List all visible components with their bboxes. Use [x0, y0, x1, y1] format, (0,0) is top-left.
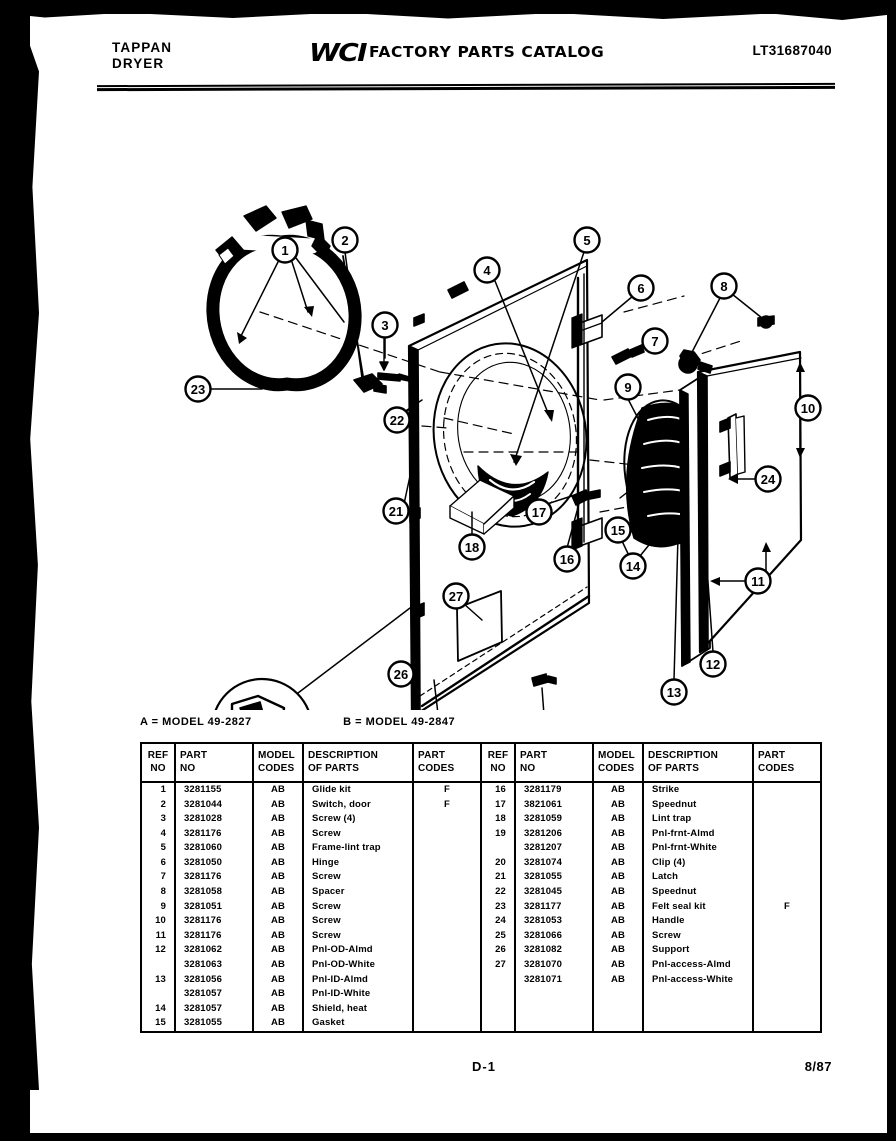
callout-number: 2 — [341, 232, 349, 248]
model-b-key: B — [343, 716, 352, 728]
scan-edge-left — [0, 0, 30, 1141]
right-part-code — [753, 856, 821, 871]
right-part-code — [753, 782, 821, 798]
left-ref-no — [141, 987, 175, 1002]
table-row — [141, 827, 821, 842]
right-part-code: F — [753, 900, 821, 915]
brand-product: DRYER — [112, 56, 165, 71]
right-model-code — [593, 987, 643, 1002]
right-model-code — [593, 1002, 643, 1017]
table-row — [141, 856, 821, 871]
callout-17 — [527, 500, 552, 525]
callout-number: 27 — [448, 588, 464, 604]
right-model-code: AB — [593, 914, 643, 929]
model-legend-a — [140, 716, 252, 728]
left-description: Pnl-OD-White — [303, 958, 413, 973]
table-row — [141, 987, 821, 1002]
th-part-codes-right — [753, 743, 821, 782]
callout-number: 23 — [190, 381, 206, 397]
left-part-code — [413, 812, 481, 827]
callout-16 — [555, 547, 580, 572]
callout-number: 21 — [388, 503, 404, 519]
right-part-code — [753, 812, 821, 827]
left-part-code: F — [413, 798, 481, 813]
left-part-no: 3281056 — [175, 973, 253, 988]
right-model-code: AB — [593, 870, 643, 885]
right-ref-no: 21 — [481, 870, 515, 885]
part-outer-door-panel — [698, 352, 801, 652]
right-model-code: AB — [593, 798, 643, 813]
scan-edge-top — [0, 0, 896, 14]
left-ref-no: 6 — [141, 856, 175, 871]
th-line-1: PART — [758, 750, 786, 761]
right-description — [643, 987, 753, 1002]
right-model-code: AB — [593, 841, 643, 856]
left-description: Shield, heat — [303, 1002, 413, 1017]
callout-9 — [616, 375, 641, 400]
left-ref-no: 3 — [141, 812, 175, 827]
table-header-row — [141, 743, 821, 782]
right-part-code — [753, 987, 821, 1002]
left-part-no: 3281062 — [175, 943, 253, 958]
callout-number: 6 — [637, 280, 645, 296]
right-model-code: AB — [593, 900, 643, 915]
part-front-panel — [409, 260, 602, 710]
right-part-no: 3281179 — [515, 782, 593, 798]
right-description: Felt seal kit — [643, 900, 753, 915]
th-model-codes-right — [593, 743, 643, 782]
right-model-code — [593, 1016, 643, 1032]
left-part-no: 3281051 — [175, 900, 253, 915]
header-divider — [97, 84, 835, 91]
callout-number: 22 — [389, 412, 405, 428]
left-part-no: 3281057 — [175, 1002, 253, 1017]
left-description: Screw — [303, 929, 413, 944]
catalog-page — [44, 26, 868, 1116]
th-ref-no-right — [481, 743, 515, 782]
left-part-code — [413, 885, 481, 900]
right-ref-no — [481, 1016, 515, 1032]
table-row — [141, 958, 821, 973]
callout-14 — [621, 554, 646, 579]
right-part-no: 3281074 — [515, 856, 593, 871]
left-part-no: 3281155 — [175, 782, 253, 798]
masthead — [44, 26, 868, 96]
left-model-code: AB — [253, 841, 303, 856]
table-row — [141, 1002, 821, 1017]
table-row — [141, 885, 821, 900]
callout-7 — [643, 329, 668, 354]
left-ref-no: 11 — [141, 929, 175, 944]
right-part-code — [753, 827, 821, 842]
right-part-no: 3281177 — [515, 900, 593, 915]
right-part-no — [515, 1002, 593, 1017]
callout-15 — [606, 518, 631, 543]
right-ref-no — [481, 841, 515, 856]
right-ref-no — [481, 1002, 515, 1017]
model-a-label: MODEL 49-2827 — [162, 716, 252, 728]
right-part-no: 3281070 — [515, 958, 593, 973]
callout-6 — [629, 276, 654, 301]
left-part-no: 3281063 — [175, 958, 253, 973]
callout-12 — [701, 652, 726, 677]
callout-number: 1 — [281, 242, 289, 258]
callout-10 — [796, 396, 821, 421]
callout-24 — [756, 467, 781, 492]
right-part-code — [753, 943, 821, 958]
th-line-2: CODES — [598, 762, 635, 774]
diagram-svg — [44, 100, 868, 710]
callout-4 — [475, 258, 500, 283]
left-description: Pnl-ID-White — [303, 987, 413, 1002]
left-part-no: 3281050 — [175, 856, 253, 871]
table-row — [141, 900, 821, 915]
left-part-code — [413, 856, 481, 871]
right-description: Clip (4) — [643, 856, 753, 871]
right-part-no: 3281082 — [515, 943, 593, 958]
model-legend-b — [343, 716, 455, 728]
th-line-1: REF — [147, 750, 169, 761]
right-model-code: AB — [593, 929, 643, 944]
callout-number: 10 — [800, 400, 816, 416]
right-part-code — [753, 1002, 821, 1017]
th-model-codes-left — [253, 743, 303, 782]
left-description: Screw (4) — [303, 812, 413, 827]
left-part-code — [413, 827, 481, 842]
right-description: Pnl-access-Almd — [643, 958, 753, 973]
left-ref-no: 12 — [141, 943, 175, 958]
right-part-no: 3281066 — [515, 929, 593, 944]
footer-date: 8/87 — [804, 1059, 832, 1074]
left-model-code: AB — [253, 943, 303, 958]
callout-number: 3 — [381, 317, 389, 333]
right-ref-no: 25 — [481, 929, 515, 944]
left-ref-no: 5 — [141, 841, 175, 856]
table-row — [141, 841, 821, 856]
left-model-code: AB — [253, 798, 303, 813]
parts-table-body — [141, 782, 821, 1032]
right-part-code — [753, 958, 821, 973]
right-ref-no: 24 — [481, 914, 515, 929]
right-ref-no — [481, 973, 515, 988]
left-ref-no: 8 — [141, 885, 175, 900]
right-description: Screw — [643, 929, 753, 944]
right-part-code — [753, 798, 821, 813]
model-b-label: MODEL 49-2847 — [365, 716, 456, 728]
callout-21 — [384, 499, 409, 524]
right-ref-no: 20 — [481, 856, 515, 871]
right-part-no: 3281045 — [515, 885, 593, 900]
right-part-code — [753, 841, 821, 856]
right-ref-no: 16 — [481, 782, 515, 798]
right-model-code: AB — [593, 856, 643, 871]
right-description: Pnl-access-White — [643, 973, 753, 988]
left-model-code: AB — [253, 856, 303, 871]
callout-number: 7 — [651, 333, 659, 349]
th-line-1: PART — [180, 750, 208, 761]
table-row — [141, 943, 821, 958]
callout-2 — [333, 228, 358, 253]
left-description: Screw — [303, 870, 413, 885]
left-part-code — [413, 1016, 481, 1032]
callout-number: 8 — [720, 278, 728, 294]
part-screw-25 — [532, 674, 556, 686]
th-line-2: CODES — [758, 762, 795, 774]
right-description: Pnl-frnt-White — [643, 841, 753, 856]
left-model-code: AB — [253, 929, 303, 944]
left-model-code: AB — [253, 973, 303, 988]
th-line-2: NO — [180, 762, 196, 774]
right-ref-no: 17 — [481, 798, 515, 813]
table-row — [141, 973, 821, 988]
callout-number: 13 — [666, 684, 682, 700]
left-description: Glide kit — [303, 782, 413, 798]
callout-27 — [444, 584, 469, 609]
left-model-code: AB — [253, 827, 303, 842]
right-part-no: 3281055 — [515, 870, 593, 885]
left-ref-no: 13 — [141, 973, 175, 988]
callout-11 — [746, 569, 771, 594]
left-description: Screw — [303, 900, 413, 915]
left-model-code: AB — [253, 782, 303, 798]
right-description: Pnl-frnt-Almd — [643, 827, 753, 842]
left-part-code — [413, 958, 481, 973]
catalog-title: FACTORY PARTS CATALOG — [369, 43, 605, 61]
left-ref-no: 10 — [141, 914, 175, 929]
left-part-no: 3281055 — [175, 1016, 253, 1032]
callout-number: 11 — [751, 573, 765, 589]
right-description: Strike — [643, 782, 753, 798]
left-part-no: 3281176 — [175, 914, 253, 929]
right-part-no: 3281207 — [515, 841, 593, 856]
callout-number: 4 — [483, 262, 491, 278]
callout-number: 12 — [705, 656, 721, 672]
right-part-no: 3821061 — [515, 798, 593, 813]
scan-edge-bottom — [0, 1133, 896, 1141]
left-description: Gasket — [303, 1016, 413, 1032]
left-ref-no: 14 — [141, 1002, 175, 1017]
th-line-2: CODES — [258, 762, 295, 774]
callout-22 — [385, 408, 410, 433]
callout-number: 17 — [531, 504, 547, 520]
left-ref-no: 2 — [141, 798, 175, 813]
wci-logo: WCI — [309, 38, 366, 67]
left-ref-no: 1 — [141, 782, 175, 798]
scan-edge-right — [887, 0, 896, 1141]
left-description: Hinge — [303, 856, 413, 871]
callout-number: 18 — [464, 539, 480, 555]
callout-18 — [460, 535, 485, 560]
left-part-no: 3281028 — [175, 812, 253, 827]
parts-table — [140, 742, 822, 1033]
th-line-2: NO — [150, 762, 166, 774]
detail-circle-clip — [212, 608, 410, 710]
right-ref-no — [481, 987, 515, 1002]
callout-number: 14 — [625, 558, 641, 574]
left-description: Switch, door — [303, 798, 413, 813]
left-part-no: 3281176 — [175, 929, 253, 944]
callout-23 — [186, 377, 211, 402]
model-code-legend — [140, 716, 455, 728]
right-part-code — [753, 929, 821, 944]
left-part-no: 3281176 — [175, 870, 253, 885]
right-description: Latch — [643, 870, 753, 885]
callout-number: 15 — [610, 522, 626, 538]
left-model-code: AB — [253, 1002, 303, 1017]
left-part-code — [413, 870, 481, 885]
left-part-no: 3281044 — [175, 798, 253, 813]
left-model-code: AB — [253, 870, 303, 885]
right-part-no — [515, 987, 593, 1002]
table-row — [141, 914, 821, 929]
model-b-eq: = — [355, 716, 363, 728]
callout-13 — [662, 680, 687, 705]
right-ref-no: 22 — [481, 885, 515, 900]
callout-number: 26 — [393, 666, 409, 682]
right-model-code: AB — [593, 812, 643, 827]
th-line-1: PART — [418, 750, 446, 761]
right-model-code: AB — [593, 885, 643, 900]
right-description: Speednut — [643, 885, 753, 900]
th-line-2: NO — [520, 762, 536, 774]
left-description: Screw — [303, 914, 413, 929]
th-line-2: NO — [490, 762, 506, 774]
left-model-code: AB — [253, 1016, 303, 1032]
right-part-code — [753, 914, 821, 929]
right-part-no — [515, 1016, 593, 1032]
th-line-2: OF PARTS — [648, 762, 700, 774]
callout-3 — [373, 313, 398, 338]
left-description: Pnl-OD-Almd — [303, 943, 413, 958]
table-row — [141, 812, 821, 827]
th-description-left — [303, 743, 413, 782]
footer-page-number: D-1 — [472, 1059, 496, 1074]
th-line-1: REF — [487, 750, 509, 761]
right-part-code — [753, 1016, 821, 1032]
th-part-no-left — [175, 743, 253, 782]
left-model-code: AB — [253, 914, 303, 929]
right-model-code: AB — [593, 782, 643, 798]
model-a-eq: = — [151, 716, 159, 728]
left-part-code — [413, 973, 481, 988]
callout-26 — [389, 662, 414, 687]
left-description: Screw — [303, 827, 413, 842]
right-description — [643, 1016, 753, 1032]
table-row — [141, 782, 821, 798]
left-model-code: AB — [253, 900, 303, 915]
left-ref-no: 7 — [141, 870, 175, 885]
left-part-code — [413, 943, 481, 958]
left-model-code: AB — [253, 885, 303, 900]
left-ref-no: 9 — [141, 900, 175, 915]
right-ref-no: 19 — [481, 827, 515, 842]
right-description: Lint trap — [643, 812, 753, 827]
left-model-code: AB — [253, 987, 303, 1002]
right-model-code: AB — [593, 958, 643, 973]
callout-1 — [273, 238, 298, 263]
callout-number: 16 — [559, 551, 575, 567]
callout-number: 5 — [583, 232, 591, 248]
callout-number: 9 — [624, 379, 632, 395]
left-part-no: 3281057 — [175, 987, 253, 1002]
right-model-code: AB — [593, 943, 643, 958]
table-row — [141, 929, 821, 944]
table-row — [141, 870, 821, 885]
right-description: Support — [643, 943, 753, 958]
left-description: Spacer — [303, 885, 413, 900]
right-part-no: 3281059 — [515, 812, 593, 827]
th-line-1: MODEL — [258, 750, 295, 761]
left-part-no: 3281176 — [175, 827, 253, 842]
left-part-code — [413, 929, 481, 944]
exploded-parts-diagram — [44, 100, 868, 710]
left-part-code — [413, 841, 481, 856]
th-line-1: DESCRIPTION — [308, 750, 378, 761]
right-part-no: 3281206 — [515, 827, 593, 842]
th-description-right — [643, 743, 753, 782]
right-ref-no: 23 — [481, 900, 515, 915]
left-ref-no: 4 — [141, 827, 175, 842]
right-ref-no: 26 — [481, 943, 515, 958]
left-part-no: 3281060 — [175, 841, 253, 856]
left-model-code: AB — [253, 812, 303, 827]
th-line-1: DESCRIPTION — [648, 750, 718, 761]
left-part-code — [413, 1002, 481, 1017]
brand-name: TAPPAN — [112, 40, 173, 55]
th-line-1: MODEL — [598, 750, 635, 761]
left-part-no: 3281058 — [175, 885, 253, 900]
table-row — [141, 798, 821, 813]
right-part-code — [753, 885, 821, 900]
right-part-no: 3281053 — [515, 914, 593, 929]
left-model-code: AB — [253, 958, 303, 973]
left-part-code — [413, 987, 481, 1002]
right-part-no: 3281071 — [515, 973, 593, 988]
left-ref-no — [141, 958, 175, 973]
right-model-code: AB — [593, 827, 643, 842]
th-part-no-right — [515, 743, 593, 782]
model-a-key: A — [140, 716, 149, 728]
catalog-code: LT31687040 — [752, 43, 832, 58]
right-description: Handle — [643, 914, 753, 929]
th-line-2: OF PARTS — [308, 762, 360, 774]
right-description: Speednut — [643, 798, 753, 813]
left-part-code: F — [413, 782, 481, 798]
part-screw-7 — [612, 346, 644, 364]
right-model-code: AB — [593, 973, 643, 988]
table-row — [141, 1016, 821, 1032]
th-line-1: PART — [520, 750, 548, 761]
right-ref-no: 27 — [481, 958, 515, 973]
callout-8 — [712, 274, 737, 299]
left-description: Pnl-ID-Almd — [303, 973, 413, 988]
right-part-code — [753, 870, 821, 885]
th-line-2: CODES — [418, 762, 455, 774]
left-description: Frame-lint trap — [303, 841, 413, 856]
th-ref-no-left — [141, 743, 175, 782]
callout-number: 24 — [760, 471, 776, 487]
right-part-code — [753, 973, 821, 988]
th-part-codes-left — [413, 743, 481, 782]
right-description — [643, 1002, 753, 1017]
left-part-code — [413, 900, 481, 915]
right-ref-no: 18 — [481, 812, 515, 827]
callout-5 — [575, 228, 600, 253]
left-ref-no: 15 — [141, 1016, 175, 1032]
left-part-code — [413, 914, 481, 929]
